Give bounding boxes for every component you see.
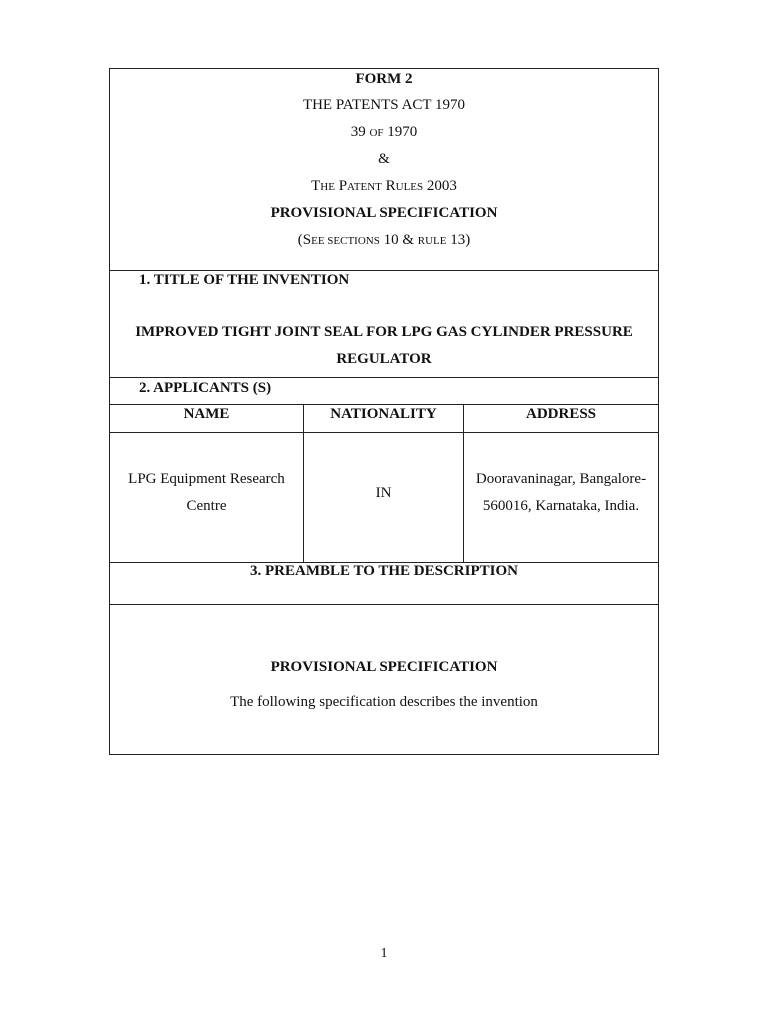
column-header-address: ADDRESS	[525, 406, 597, 422]
see-sections	[110, 227, 658, 255]
applicant-nationality: IN	[375, 485, 392, 501]
rules-part: R	[381, 178, 396, 194]
section-preamble: 3. PREAMBLE TO THE DESCRIPTION	[250, 563, 518, 579]
section-title-invention: 1. TITLE OF THE INVENTION	[139, 272, 350, 288]
act-number-part: OF	[369, 127, 384, 139]
see-part: 10 &	[379, 232, 418, 248]
rules-title	[110, 173, 658, 201]
page-number: 1	[380, 946, 388, 961]
act-number-part: 1970	[383, 124, 418, 140]
see-part: EE SECTIONS	[311, 235, 380, 247]
spec-title: PROVISIONAL SPECIFICATION	[270, 205, 498, 221]
applicant-address-line: 560016, Karnataka, India.	[482, 498, 640, 514]
rules-part: T	[311, 178, 321, 194]
ampersand: &	[378, 151, 390, 167]
applicant-name-line: Centre	[186, 498, 227, 514]
preamble-spec-title: PROVISIONAL SPECIFICATION	[270, 659, 498, 675]
act-number	[110, 119, 658, 147]
divider	[110, 432, 658, 433]
see-part: (S	[297, 232, 312, 248]
rules-part: ULES	[395, 181, 424, 193]
see-part: 13)	[446, 232, 471, 248]
see-part: RULE	[417, 235, 447, 247]
form-number: FORM 2	[355, 71, 413, 87]
applicant-name	[110, 466, 303, 520]
act-number-part: 39	[350, 124, 370, 140]
column-header-nationality: NATIONALITY	[330, 406, 437, 422]
section-applicants: 2. APPLICANTS (S)	[139, 380, 272, 396]
applicant-address	[464, 466, 658, 520]
rules-part: P	[334, 178, 348, 194]
invention-title-line2: REGULATOR	[336, 351, 432, 367]
rules-part: HE	[320, 181, 335, 193]
invention-title-line1: IMPROVED TIGHT JOINT SEAL FOR LPG GAS CYLINDER PRESSURE	[135, 324, 633, 340]
applicant-address-line: Dooravaninagar, Bangalore-	[475, 471, 647, 487]
rules-part: ATENT	[347, 181, 382, 193]
rules-part: 2003	[423, 178, 457, 194]
act-title: THE PATENTS ACT 1970	[302, 97, 466, 113]
divider	[110, 604, 658, 605]
preamble-description: The following specification describes the invention	[230, 694, 538, 710]
applicant-name-line: LPG Equipment Research	[128, 471, 285, 487]
patent-form-table	[109, 68, 659, 755]
column-header-name: NAME	[183, 406, 230, 422]
